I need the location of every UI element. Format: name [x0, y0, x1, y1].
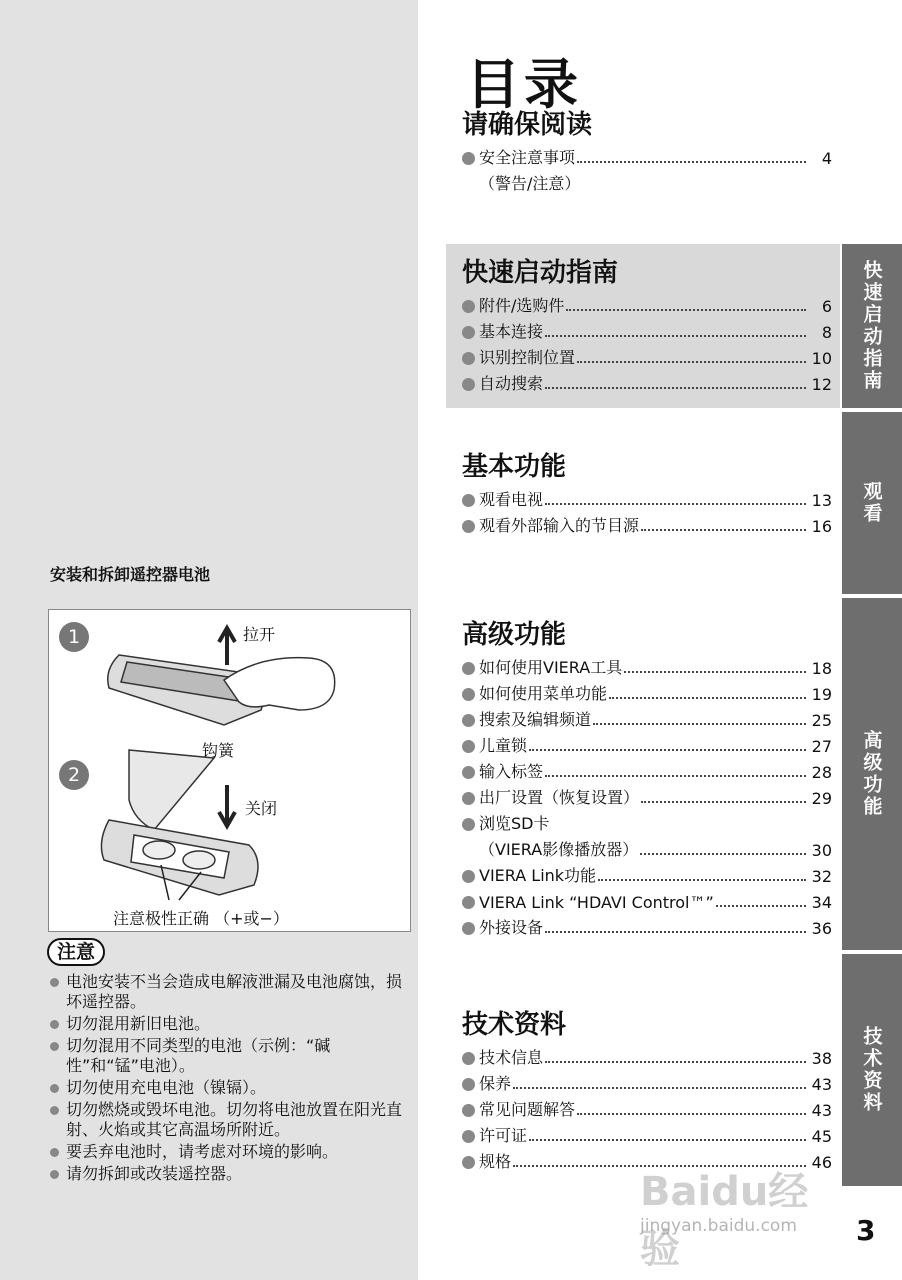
toc-page: 38	[811, 1049, 832, 1068]
toc-page	[810, 834, 832, 836]
battery-figure	[48, 609, 411, 932]
toc-label: 保养	[479, 1074, 512, 1093]
bullet-icon	[462, 494, 475, 507]
toc-page: 36	[811, 919, 832, 938]
section-title: 高级功能	[462, 620, 567, 650]
toc-label: 基本连接	[479, 322, 544, 341]
bullet-icon	[462, 896, 475, 909]
battery-section-title: 安装和拆卸遥控器电池	[50, 565, 211, 584]
watermark-brand: Baidu经验	[640, 1169, 809, 1272]
close-label: 关闭	[245, 799, 278, 818]
toc-row[interactable]	[462, 1070, 832, 1096]
toc-row[interactable]	[462, 732, 832, 758]
toc-label: VIERA Link “HDAVI Control™”	[479, 893, 714, 912]
toc-page: 34	[811, 893, 832, 912]
bullet-icon	[462, 1130, 475, 1143]
bullet-icon	[462, 662, 475, 675]
bullet-icon	[462, 152, 475, 165]
toc-row[interactable]	[462, 1096, 832, 1122]
polarity-label: 注意极性正确 （+或−）	[113, 909, 289, 928]
toc-section-advanced	[462, 616, 832, 940]
bullet-icon	[462, 688, 475, 701]
toc-page: 19	[811, 685, 832, 704]
toc-page: 43	[811, 1101, 832, 1120]
toc-label: 规格	[479, 1152, 512, 1171]
pull-label: 拉开	[243, 625, 276, 644]
toc-page: 28	[811, 763, 832, 782]
toc-page: 46	[811, 1153, 832, 1172]
bullet-icon	[462, 922, 475, 935]
toc-label: 搜索及编辑频道	[479, 710, 592, 729]
toc-page	[810, 194, 832, 196]
toc-row[interactable]	[462, 706, 832, 732]
toc-label: （警告/注意）	[479, 174, 581, 193]
toc-row[interactable]	[462, 1044, 832, 1070]
toc-label: 如何使用菜单功能	[479, 684, 608, 703]
toc-row[interactable]	[462, 654, 832, 680]
bullet-icon	[462, 1104, 475, 1117]
toc-section-basic	[462, 448, 832, 538]
bullet-icon	[462, 1078, 475, 1091]
toc-label: 儿童锁	[479, 736, 528, 755]
toc-section-technical	[462, 1006, 832, 1174]
toc-page: 12	[811, 375, 832, 394]
pull-arrow-icon	[219, 628, 235, 665]
watermark-url: jingyan.baidu.com	[640, 1216, 797, 1236]
note-item: 切勿燃烧或毁坏电池。切勿将电池放置在阳光直射、火焰或其它高温场所附近。	[50, 1100, 416, 1140]
toc-page: 18	[811, 659, 832, 678]
toc-row[interactable]	[462, 1122, 832, 1148]
step-1-badge: 1	[59, 622, 89, 652]
toc-row[interactable]	[462, 680, 832, 706]
tab-viewing[interactable]: 观看	[842, 412, 902, 594]
note-item: 切勿混用不同类型的电池（示例：“碱性”和“锰”电池）。	[50, 1036, 416, 1076]
toc-row[interactable]	[462, 144, 832, 170]
baidu-watermark	[640, 1150, 840, 1272]
note-item: 请勿拆卸或改装遥控器。	[50, 1164, 416, 1184]
toc-row[interactable]	[462, 170, 832, 196]
toc-row[interactable]	[462, 292, 832, 318]
toc-page: 16	[811, 517, 832, 536]
toc-row[interactable]	[462, 914, 832, 940]
toc-label: 出厂设置（恢复设置）	[479, 788, 640, 807]
bullet-icon	[462, 792, 475, 805]
bullet-icon	[462, 740, 475, 753]
toc-label: VIERA Link功能	[479, 866, 597, 885]
toc-label: 许可证	[479, 1126, 528, 1145]
toc-page: 30	[811, 841, 832, 860]
note-heading: 注意	[47, 938, 105, 966]
toc-page: 32	[811, 867, 832, 886]
section-title: 请确保阅读	[462, 110, 593, 140]
note-list	[50, 972, 416, 1186]
toc-label: 浏览SD卡	[479, 814, 550, 833]
bullet-icon	[462, 870, 475, 883]
bullet-icon	[462, 1052, 475, 1065]
note-item: 要丢弃电池时，请考虑对环境的影响。	[50, 1142, 416, 1162]
toc-label: 观看电视	[479, 490, 544, 509]
bullet-icon	[462, 1156, 475, 1169]
toc-page: 6	[821, 297, 832, 316]
bullet-icon	[462, 326, 475, 339]
toc-label: （VIERA影像播放器）	[479, 840, 639, 859]
bullet-icon	[462, 818, 475, 831]
section-title: 快速启动指南	[462, 258, 619, 288]
toc-row[interactable]	[462, 862, 832, 888]
section-title: 技术资料	[462, 1010, 567, 1040]
remote-bottom-illustration	[101, 750, 258, 895]
toc-page: 8	[821, 323, 832, 342]
section-title: 基本功能	[462, 452, 567, 482]
toc-label: 识别控制位置	[479, 348, 576, 367]
bullet-icon	[462, 378, 475, 391]
toc-page: 43	[811, 1075, 832, 1094]
remote-top-illustration	[108, 655, 335, 725]
bullet-icon	[462, 520, 475, 533]
toc-label: 安全注意事项	[479, 148, 576, 167]
toc-page: 27	[811, 737, 832, 756]
hook-label: 钩簧	[202, 741, 235, 760]
step-2-badge: 2	[59, 760, 89, 790]
note-item: 切勿使用充电电池（镍镉）。	[50, 1078, 416, 1098]
toc-label: 常见问题解答	[479, 1100, 576, 1119]
toc-row[interactable]	[462, 318, 832, 344]
note-item: 电池安装不当会造成电解液泄漏及电池腐蚀，损坏遥控器。	[50, 972, 416, 1012]
toc-row[interactable]	[462, 512, 832, 538]
toc-label: 附件/选购件	[479, 296, 565, 315]
toc-row[interactable]	[462, 888, 832, 914]
bullet-icon	[462, 766, 475, 779]
note-item: 切勿混用新旧电池。	[50, 1014, 416, 1034]
toc-page: 45	[811, 1127, 832, 1146]
tab-quick-start[interactable]: 快速启动指南	[842, 244, 902, 408]
tab-advanced[interactable]: 高级功能	[842, 598, 902, 950]
toc-row[interactable]	[462, 784, 832, 810]
bullet-icon	[462, 300, 475, 313]
toc-page: 13	[811, 491, 832, 510]
toc-row[interactable]	[462, 486, 832, 512]
toc-label: 技术信息	[479, 1048, 544, 1067]
toc-section-safety	[462, 106, 832, 196]
page-title: 目录	[466, 53, 582, 116]
tab-technical[interactable]: 技术资料	[842, 954, 902, 1186]
toc-section-quick-start	[462, 254, 832, 396]
bullet-icon	[462, 714, 475, 727]
toc-row[interactable]	[462, 836, 832, 862]
toc-row[interactable]	[462, 758, 832, 784]
toc-page: 25	[811, 711, 832, 730]
toc-page: 10	[811, 349, 832, 368]
toc-page: 29	[811, 789, 832, 808]
toc-row[interactable]	[462, 810, 832, 836]
toc-label: 自动搜索	[479, 374, 544, 393]
toc-row[interactable]	[462, 370, 832, 396]
toc-row[interactable]	[462, 344, 832, 370]
close-arrow-icon	[219, 785, 235, 826]
toc-label: 观看外部输入的节目源	[479, 516, 640, 535]
toc-label: 输入标签	[479, 762, 544, 781]
page-number: 3	[856, 1214, 876, 1247]
toc-label: 如何使用VIERA工具	[479, 658, 623, 677]
remote-illustration	[49, 610, 412, 933]
toc-page: 4	[821, 149, 832, 168]
toc-label: 外接设备	[479, 918, 544, 937]
bullet-icon	[462, 352, 475, 365]
